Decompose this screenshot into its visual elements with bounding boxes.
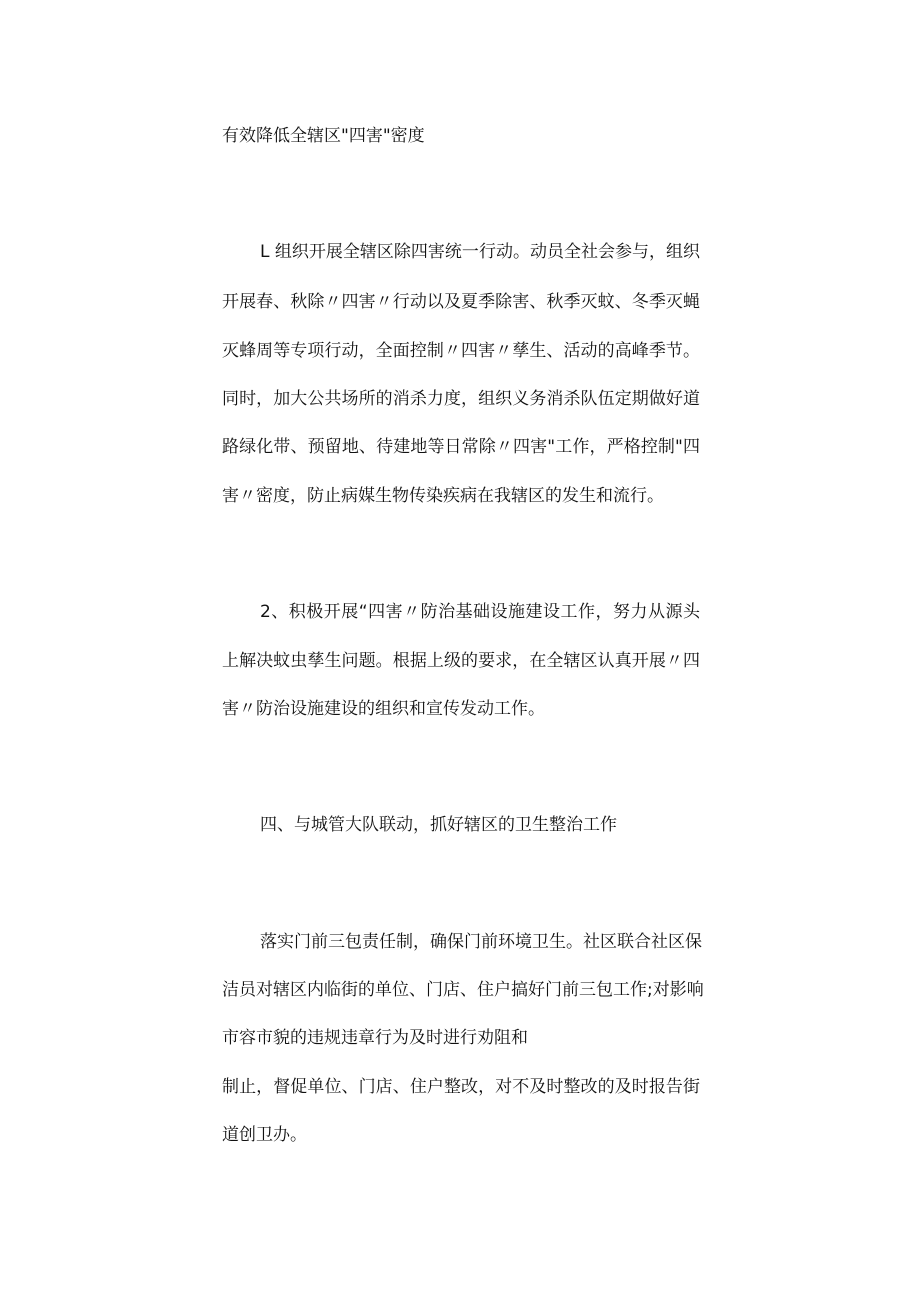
- paragraph-line: 制止，督促单位、门店、住户整改，对不及时整改的及时报告街: [222, 1077, 700, 1097]
- paragraph-line: 市容市貌的违规违章行为及时进行劝阻和: [222, 1028, 528, 1048]
- paragraph-line: L 组织开展全辖区除四害统一行动。动员全社会参与，组织: [260, 242, 700, 262]
- paragraph-line: 开展春、秋除〃四害〃行动以及夏季除害、秋季灭蚊、冬季灭蝇: [222, 292, 700, 312]
- paragraph-line: 上解决蚊虫孳生问题。根据上级的要求，在全辖区认真开展〃四: [222, 651, 700, 671]
- paragraph-line: 道创卫办。: [222, 1125, 307, 1145]
- paragraph-line: 灭蜂周等专项行动，全面控制〃四害〃孳生、活动的高峰季节。: [222, 341, 700, 361]
- paragraph-line: 同时，加大公共场所的消杀力度，组织义务消杀队伍定期做好道: [222, 389, 700, 409]
- intro-line: 有效降低全辖区"四害"密度: [222, 126, 425, 146]
- paragraph-line: 落实门前三包责任制，确保门前环境卫生。社区联合社区保: [260, 932, 702, 952]
- paragraph-line: 洁员对辖区内临街的单位、门店、住户搞好门前三包工作;对影响: [222, 980, 704, 1000]
- paragraph-line: 害〃密度，防止病媒生物传染疾病在我辖区的发生和流行。: [222, 486, 664, 506]
- section-heading: 四、与城管大队联动，抓好辖区的卫生整治工作: [260, 815, 617, 835]
- paragraph-line: 路绿化带、预留地、待建地等日常除〃四害"工作，严格控制"四: [222, 437, 700, 457]
- paragraph-line: 2、积极开展“四害〃防治基础设施建设工作，努力从源头: [260, 602, 700, 622]
- paragraph-line: 害〃防治设施建设的组织和宣传发动工作。: [222, 699, 545, 719]
